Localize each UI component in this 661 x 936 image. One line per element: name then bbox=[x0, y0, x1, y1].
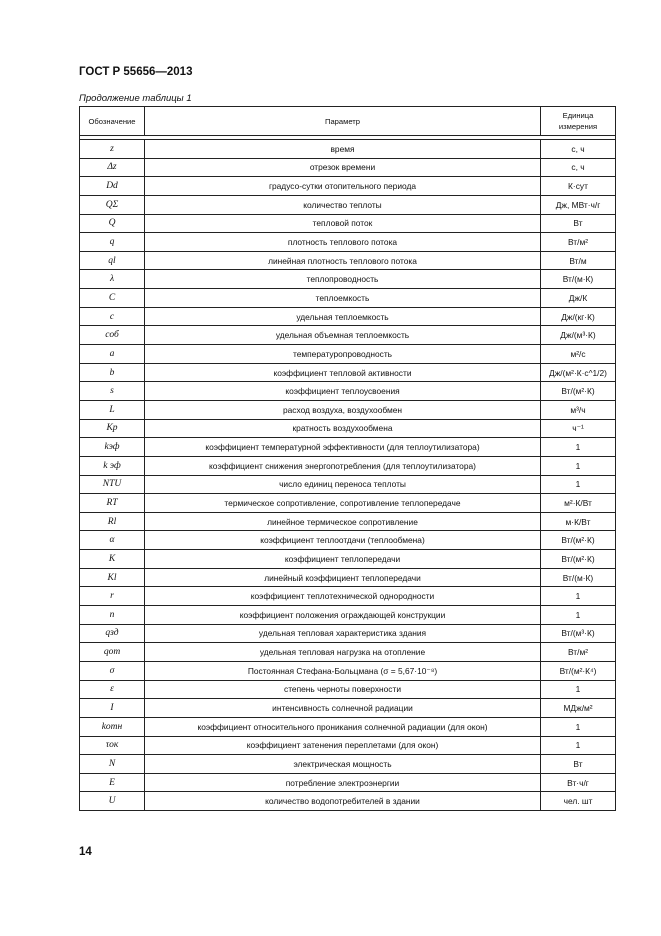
parameter-cell: удельная тепловая нагрузка на отопление bbox=[145, 643, 541, 662]
table-row bbox=[80, 568, 616, 587]
symbol-cell: α bbox=[80, 531, 145, 550]
symbol-cell: U bbox=[80, 792, 145, 811]
symbol-cell: ql bbox=[80, 251, 145, 270]
parameter-cell: удельная теплоемкость bbox=[145, 307, 541, 326]
symbol-cell: b bbox=[80, 363, 145, 382]
unit-cell: 1 bbox=[541, 717, 616, 736]
parameter-cell: линейный коэффициент теплопередачи bbox=[145, 568, 541, 587]
table-row bbox=[80, 792, 616, 811]
symbol-cell: cоб bbox=[80, 326, 145, 345]
table-row bbox=[80, 456, 616, 475]
symbol-cell: C bbox=[80, 289, 145, 308]
parameter-cell: количество теплоты bbox=[145, 195, 541, 214]
unit-cell: 1 bbox=[541, 475, 616, 494]
column-header-parameter: Параметр bbox=[145, 107, 541, 136]
symbol-cell: z bbox=[80, 140, 145, 159]
parameter-cell: количество водопотребителей в здании bbox=[145, 792, 541, 811]
unit-cell: м·К/Вт bbox=[541, 512, 616, 531]
symbol-cell: RT bbox=[80, 494, 145, 513]
parameter-cell: электрическая мощность bbox=[145, 755, 541, 774]
symbol-cell: L bbox=[80, 400, 145, 419]
parameter-cell: плотность теплового потока bbox=[145, 233, 541, 252]
unit-cell: Вт/(м²·К) bbox=[541, 550, 616, 569]
table-row bbox=[80, 345, 616, 364]
unit-cell: Дж/К bbox=[541, 289, 616, 308]
column-header-symbol: Обозначение bbox=[80, 107, 145, 136]
parameter-cell: кратность воздухообмена bbox=[145, 419, 541, 438]
table-row bbox=[80, 251, 616, 270]
parameter-cell: коэффициент снижения энергопотребления (для теплоутилизатора) bbox=[145, 456, 541, 475]
table-row bbox=[80, 587, 616, 606]
symbol-cell: QΣ bbox=[80, 195, 145, 214]
unit-cell: с, ч bbox=[541, 140, 616, 159]
parameter-cell: расход воздуха, воздухообмен bbox=[145, 400, 541, 419]
table-row bbox=[80, 270, 616, 289]
table-row bbox=[80, 531, 616, 550]
parameter-cell: число единиц переноса теплоты bbox=[145, 475, 541, 494]
parameter-cell: отрезок времени bbox=[145, 158, 541, 177]
unit-cell: Вт/(м·К) bbox=[541, 568, 616, 587]
table-row bbox=[80, 195, 616, 214]
table-row bbox=[80, 140, 616, 159]
unit-cell: Вт·ч/г bbox=[541, 773, 616, 792]
parameter-cell: линейное термическое сопротивление bbox=[145, 512, 541, 531]
unit-cell: Вт/(м·К) bbox=[541, 270, 616, 289]
table-row bbox=[80, 736, 616, 755]
parameter-cell: коэффициент положения ограждающей конструкции bbox=[145, 606, 541, 625]
table-row bbox=[80, 307, 616, 326]
unit-cell: чел. шт bbox=[541, 792, 616, 811]
symbol-cell: τок bbox=[80, 736, 145, 755]
parameter-cell: степень черноты поверхности bbox=[145, 680, 541, 699]
symbol-cell: Δz bbox=[80, 158, 145, 177]
symbol-cell: N bbox=[80, 755, 145, 774]
unit-cell: с, ч bbox=[541, 158, 616, 177]
symbol-cell: Dd bbox=[80, 177, 145, 196]
unit-cell: Вт/(м²·К⁴) bbox=[541, 661, 616, 680]
unit-cell: Вт bbox=[541, 755, 616, 774]
unit-cell: м³/ч bbox=[541, 400, 616, 419]
table-row bbox=[80, 606, 616, 625]
table-row bbox=[80, 680, 616, 699]
symbol-cell: a bbox=[80, 345, 145, 364]
parameter-cell: температуропроводность bbox=[145, 345, 541, 364]
parameter-cell: интенсивность солнечной радиации bbox=[145, 699, 541, 718]
table-row bbox=[80, 214, 616, 233]
parameter-cell: градусо-сутки отопительного периода bbox=[145, 177, 541, 196]
parameter-cell: коэффициент затенения переплетами (для окон) bbox=[145, 736, 541, 755]
parameter-cell: удельная тепловая характеристика здания bbox=[145, 624, 541, 643]
table-row bbox=[80, 550, 616, 569]
parameter-cell: коэффициент теплопередачи bbox=[145, 550, 541, 569]
parameter-cell: Постоянная Стефана-Больцмана (σ = 5,67·10⁻⁸) bbox=[145, 661, 541, 680]
unit-cell: Вт/м² bbox=[541, 643, 616, 662]
table-row bbox=[80, 177, 616, 196]
table-row bbox=[80, 512, 616, 531]
unit-cell: Вт/м bbox=[541, 251, 616, 270]
document-header: ГОСТ Р 55656—2013 bbox=[79, 66, 193, 78]
unit-cell: 1 bbox=[541, 736, 616, 755]
table-row bbox=[80, 717, 616, 736]
table-row bbox=[80, 326, 616, 345]
parameter-cell: коэффициент тепловой активности bbox=[145, 363, 541, 382]
symbol-cell: ε bbox=[80, 680, 145, 699]
table-row bbox=[80, 661, 616, 680]
unit-cell: 1 bbox=[541, 587, 616, 606]
parameter-cell: термическое сопротивление, сопротивление теплопередаче bbox=[145, 494, 541, 513]
symbol-cell: NTU bbox=[80, 475, 145, 494]
parameter-cell: время bbox=[145, 140, 541, 159]
parameter-cell: теплопроводность bbox=[145, 270, 541, 289]
symbol-cell: К bbox=[80, 550, 145, 569]
symbol-cell: Kl bbox=[80, 568, 145, 587]
unit-cell: м²/с bbox=[541, 345, 616, 364]
symbol-cell: Kр bbox=[80, 419, 145, 438]
table-row bbox=[80, 699, 616, 718]
parameter-cell: коэффициент относительного проникания солнечной радиации (для окон) bbox=[145, 717, 541, 736]
symbol-cell: qот bbox=[80, 643, 145, 662]
unit-cell: Вт/м² bbox=[541, 233, 616, 252]
unit-cell: МДж/м² bbox=[541, 699, 616, 718]
symbol-cell: s bbox=[80, 382, 145, 401]
symbol-cell: λ bbox=[80, 270, 145, 289]
page-number: 14 bbox=[79, 846, 92, 858]
parameter-cell: линейная плотность теплового потока bbox=[145, 251, 541, 270]
parameter-cell: коэффициент температурной эффективности (для теплоутилизатора) bbox=[145, 438, 541, 457]
symbol-cell: Rl bbox=[80, 512, 145, 531]
parameter-cell: тепловой поток bbox=[145, 214, 541, 233]
table-row bbox=[80, 643, 616, 662]
parameter-cell: удельная объемная теплоемкость bbox=[145, 326, 541, 345]
unit-cell: Вт bbox=[541, 214, 616, 233]
table-row bbox=[80, 773, 616, 792]
table-row bbox=[80, 289, 616, 308]
symbol-cell: qзд bbox=[80, 624, 145, 643]
unit-cell: Дж/(кг·К) bbox=[541, 307, 616, 326]
unit-cell: ч⁻¹ bbox=[541, 419, 616, 438]
column-header-unit: Единица измерения bbox=[541, 107, 616, 136]
table-row bbox=[80, 382, 616, 401]
table-row bbox=[80, 624, 616, 643]
parameter-cell: теплоемкость bbox=[145, 289, 541, 308]
parameter-cell: коэффициент теплоотдачи (теплообмена) bbox=[145, 531, 541, 550]
table-header-row bbox=[80, 107, 616, 136]
table-row bbox=[80, 419, 616, 438]
symbol-cell: c bbox=[80, 307, 145, 326]
symbol-cell: kотн bbox=[80, 717, 145, 736]
symbol-cell: r bbox=[80, 587, 145, 606]
table-row bbox=[80, 475, 616, 494]
table-row bbox=[80, 400, 616, 419]
unit-cell: Дж, МВт·ч/г bbox=[541, 195, 616, 214]
symbol-cell: Q bbox=[80, 214, 145, 233]
symbol-cell: kэф bbox=[80, 438, 145, 457]
symbol-cell: I bbox=[80, 699, 145, 718]
parameter-cell: потребление электроэнергии bbox=[145, 773, 541, 792]
table-row bbox=[80, 494, 616, 513]
unit-cell: Вт/(м²·К) bbox=[541, 531, 616, 550]
unit-cell: Вт/(м³·К) bbox=[541, 624, 616, 643]
unit-cell: м²·К/Вт bbox=[541, 494, 616, 513]
parameter-cell: коэффициент теплоусвоения bbox=[145, 382, 541, 401]
parameter-cell: коэффициент теплотехнической однородности bbox=[145, 587, 541, 606]
unit-cell: 1 bbox=[541, 456, 616, 475]
unit-cell: Дж/(м²·К·с^1/2) bbox=[541, 363, 616, 382]
symbol-cell: k эф bbox=[80, 456, 145, 475]
table-row bbox=[80, 363, 616, 382]
unit-cell: Вт/(м²·К) bbox=[541, 382, 616, 401]
symbol-cell: E bbox=[80, 773, 145, 792]
unit-cell: К·сут bbox=[541, 177, 616, 196]
unit-cell: Дж/(м³·К) bbox=[541, 326, 616, 345]
unit-cell: 1 bbox=[541, 680, 616, 699]
table-caption: Продолжение таблицы 1 bbox=[79, 93, 192, 104]
symbol-cell: σ bbox=[80, 661, 145, 680]
symbol-cell: n bbox=[80, 606, 145, 625]
symbol-cell: q bbox=[80, 233, 145, 252]
unit-cell: 1 bbox=[541, 606, 616, 625]
table-row bbox=[80, 233, 616, 252]
unit-cell: 1 bbox=[541, 438, 616, 457]
table-row bbox=[80, 438, 616, 457]
table-row bbox=[80, 158, 616, 177]
parameters-table bbox=[79, 106, 616, 811]
table-row bbox=[80, 755, 616, 774]
